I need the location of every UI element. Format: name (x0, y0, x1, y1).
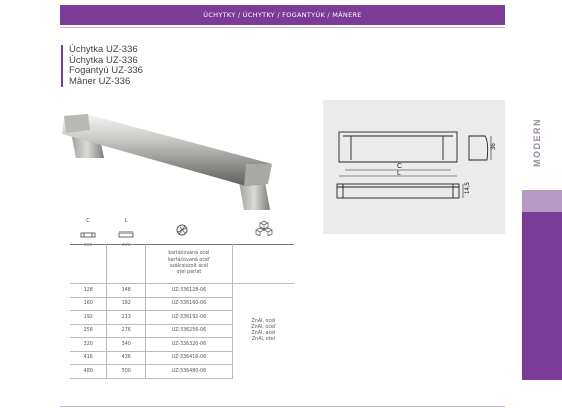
product-name-hu: Fogantyú UZ-336 (69, 65, 143, 76)
side-tab-top (522, 110, 562, 188)
finish-line: kartáčovaná ocel (168, 251, 210, 257)
cell-l: 340 (107, 338, 145, 352)
cell-l: 436 (107, 351, 145, 365)
header-cell-finish (145, 245, 232, 284)
material-icon (252, 220, 276, 246)
side-tab-label: MODERN (532, 118, 542, 167)
l-dimension-icon (114, 218, 138, 248)
drawing-dim-height: 36 (491, 143, 497, 150)
cell-l: 182 (107, 297, 145, 311)
cell-c: 160 (70, 297, 107, 311)
cell-material (232, 284, 294, 379)
cell-l: 500 (107, 365, 145, 379)
cell-c: 320 (70, 338, 107, 352)
c-dimension-icon (76, 218, 100, 248)
material-line: ZnAl, oceľ (251, 325, 276, 331)
handle-right-cap (244, 164, 272, 186)
cell-code: UZ-336320-06 (145, 338, 232, 352)
cell-code: UZ-336256-06 (145, 324, 232, 338)
material-line: ZnAl, oțel (251, 336, 275, 342)
product-name-cz: Úchytka UZ-336 (69, 44, 138, 55)
cell-code: UZ-336160-06 (145, 297, 232, 311)
product-photo (46, 100, 286, 210)
drawing-label-c: C (397, 163, 403, 170)
cell-c: 128 (70, 284, 107, 298)
product-title-block (61, 45, 143, 87)
drawing-side-view (469, 136, 488, 160)
cell-code: UZ-336416-06 (145, 351, 232, 365)
finish-line: kartáčovaná oceľ (168, 257, 210, 263)
l-icon-letter: L (124, 218, 128, 224)
technical-drawing (323, 100, 505, 234)
header-divider (60, 27, 505, 28)
cell-l: 276 (107, 324, 145, 338)
drawing-label-l: L (397, 170, 401, 177)
spec-table (70, 244, 294, 379)
side-tab-dark-band (522, 212, 562, 380)
header-cell-material (232, 245, 294, 284)
footer-divider (60, 406, 505, 407)
cell-code: UZ-336192-06 (145, 311, 232, 325)
finish-line: oțel periat (176, 270, 202, 276)
c-icon-letter: C (86, 218, 90, 224)
finish-line: szálcsiszolt acél (169, 264, 209, 269)
handle-left-cap (64, 114, 90, 133)
cell-code: UZ-336480-06 (145, 365, 232, 379)
header-title: ÚCHYTKY / ÚCHYTKY / FOGANTYÚK / MÂNERE (203, 11, 362, 19)
side-tab-light-band (522, 190, 562, 212)
header-cell-c (70, 245, 107, 284)
header-cell-l (107, 245, 145, 284)
table-row (70, 284, 294, 298)
material-line: ZnAl, ocel (251, 319, 276, 325)
page-header (60, 5, 505, 25)
cell-c: 192 (70, 311, 107, 325)
cell-code: UZ-336128-06 (145, 284, 232, 298)
side-tab (522, 110, 562, 380)
cell-c: 480 (70, 365, 107, 379)
table-icons-row (70, 218, 295, 248)
c-icon-unit: mm (83, 243, 93, 248)
product-name-ro: Mâner UZ-336 (69, 75, 131, 87)
product-name-sk: Úchytka UZ-336 (69, 54, 138, 66)
cell-c: 416 (70, 351, 107, 365)
drawing-front-view (337, 184, 459, 198)
l-icon-unit: mm (121, 243, 131, 248)
cell-l: 213 (107, 311, 145, 325)
material-line: ZnAl, acél (251, 331, 276, 336)
cell-l: 148 (107, 284, 145, 298)
drawing-top-view (339, 132, 457, 162)
cell-c: 256 (70, 324, 107, 338)
drawing-dim-width: 14,5 (465, 182, 471, 194)
spec-table-header-row (70, 245, 294, 284)
